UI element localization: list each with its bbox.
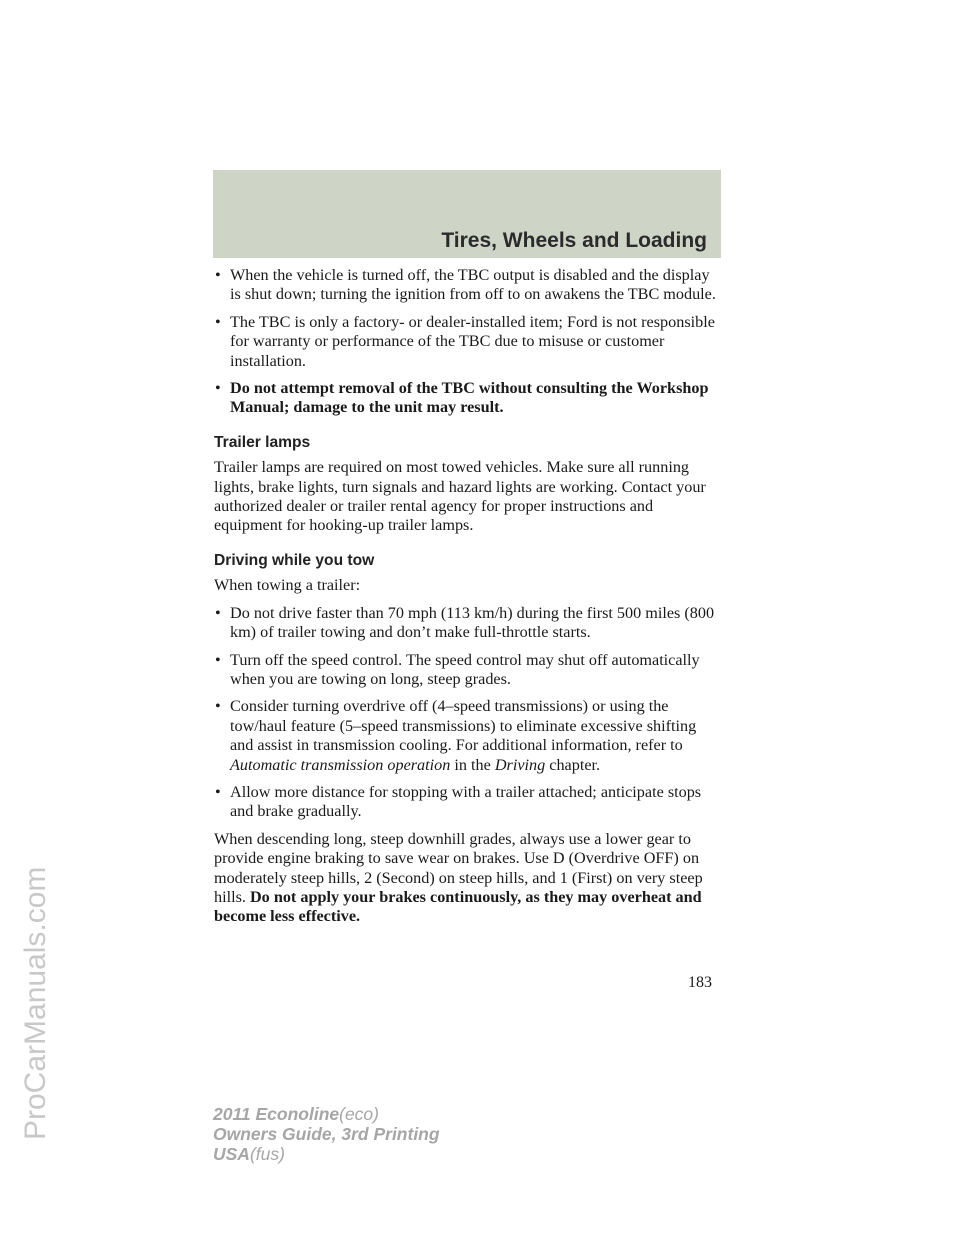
footer-line-model	[213, 1104, 440, 1124]
footer-market: USA	[213, 1144, 250, 1164]
chapter-reference: Driving	[494, 755, 546, 774]
bullet-text: Do not drive faster than 70 mph (113 km/h) during the first 500 miles (800 km) of trailer towing and don’t make full-throttle starts.	[230, 603, 715, 642]
footer	[213, 1104, 440, 1164]
bullet-icon: •	[215, 782, 221, 801]
list-item	[214, 697, 722, 775]
list-item	[214, 266, 722, 305]
bullet-icon: •	[215, 697, 221, 716]
bullet-text-warning: Do not attempt removal of the TBC without consulting the Workshop Manual; damage to the unit may result.	[230, 379, 709, 417]
bullet-icon: •	[215, 603, 221, 622]
list-item	[214, 604, 722, 643]
section-reference: Automatic transmission operation	[230, 755, 451, 774]
watermark: ProCarManuals.com	[19, 866, 52, 1140]
footer-line-market	[213, 1144, 440, 1164]
descending-paragraph	[214, 830, 722, 927]
section-header-band	[213, 170, 721, 258]
list-item	[214, 651, 722, 690]
page-content	[214, 266, 722, 927]
bullet-text: Allow more distance for stopping with a trailer attached; anticipate stops and brake gradually.	[230, 782, 702, 821]
trailer-lamps-body: Trailer lamps are required on most towed vehicles. Make sure all running lights, brake lights, turn signals and hazard lights are working. Contact your authorized dealer or trailer rental agency for proper instructions and equipment for hooking-up trailer lamps.	[214, 458, 706, 535]
footer-guide: Owners Guide, 3rd Printing	[213, 1124, 440, 1144]
descending-warning: Do not apply your brakes continuously, as they may overheat and become less effective.	[214, 887, 702, 926]
driving-intro: When towing a trailer:	[214, 576, 361, 595]
reference-connector: in the	[450, 755, 495, 774]
descending-text: When descending long, steep downhill grades, always use a lower gear to provide engine braking to save wear on brakes. Use D (Overdrive OFF) on moderately steep hills, 2 (Second) on steep hills, and 1 (First) on very steep hills.	[214, 829, 703, 906]
bullet-icon: •	[215, 379, 221, 398]
bullet-icon: •	[215, 650, 221, 669]
reference-end: chapter.	[545, 755, 601, 774]
bullet-text: The TBC is only a factory- or dealer-installed item; Ford is not responsible for warranty or performance of the TBC due to misuse or customer installation.	[230, 312, 715, 370]
bullet-icon: •	[215, 312, 221, 331]
list-item	[214, 313, 722, 371]
footer-model-code: (eco)	[339, 1104, 379, 1124]
page-number: 183	[688, 974, 712, 991]
bullet-text-main: Consider turning overdrive off (4–speed transmissions) or using the tow/haul feature (5–speed transmissions) to eliminate excessive shifting and assist in transmission cooling. For additional information, refer to	[230, 697, 697, 755]
driving-heading: Driving while you tow	[214, 551, 375, 569]
list-item	[214, 379, 722, 418]
list-item	[214, 783, 722, 822]
footer-market-code: (fus)	[249, 1144, 285, 1164]
bullet-text: Turn off the speed control. The speed control may shut off automatically when you are towing on long, steep grades.	[230, 650, 700, 688]
section-title: Tires, Wheels and Loading	[441, 229, 707, 252]
trailer-lamps-heading: Trailer lamps	[214, 433, 311, 451]
footer-model: 2011 Econoline	[213, 1104, 340, 1124]
bullet-text	[230, 697, 722, 775]
bullet-text: When the vehicle is turned off, the TBC output is disabled and the display is shut down; turning the ignition from off to on awakens the TBC module.	[230, 266, 716, 304]
bullet-icon: •	[215, 266, 221, 284]
